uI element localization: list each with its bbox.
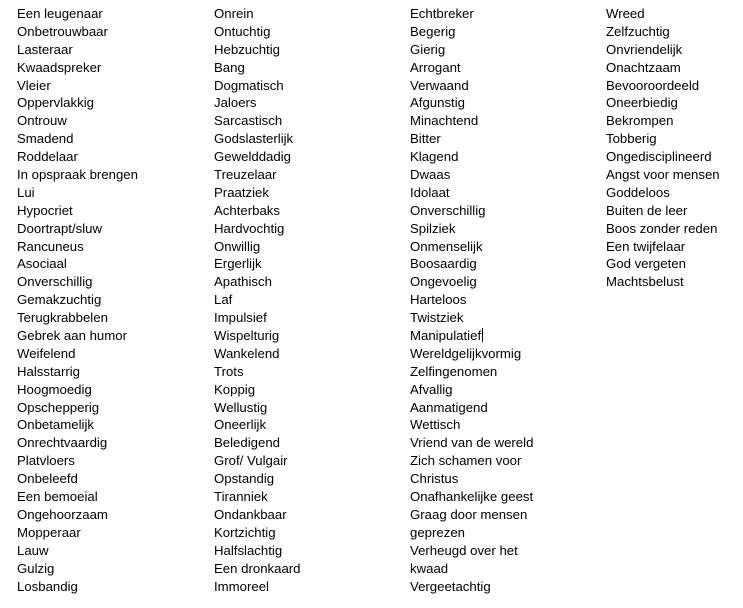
word-item: Mopperaar (17, 524, 81, 540)
word-item: Spilziek (410, 220, 456, 236)
word-item: Verheugd over het (410, 542, 518, 558)
word-item: Zelfzuchtig (606, 23, 670, 39)
word-item: Onbetrouwbaar (17, 23, 108, 39)
word-item: Tobberig (606, 131, 657, 147)
word-item: Trots (214, 363, 244, 379)
word-item: Zich schamen voor (410, 453, 522, 469)
word-item: Jaloers (214, 95, 257, 111)
word-item: Hardvochtig (214, 220, 285, 236)
word-item: geprezen (410, 524, 465, 540)
word-item: Ongevoelig (410, 274, 477, 290)
word-item: Een twijfelaar (606, 238, 686, 254)
word-item: Wellustig (214, 399, 268, 415)
word-item: Onachtzaam (606, 59, 681, 75)
word-item: Bekrompen (606, 113, 674, 129)
word-column-1 (17, 5, 138, 595)
word-item: Goddeloos (606, 184, 670, 200)
word-item: Idolaat (410, 184, 450, 200)
word-item: Twistziek (410, 310, 464, 326)
word-item: Lasteraar (17, 41, 73, 57)
word-item: Achterbaks (214, 202, 280, 218)
word-item: Gebrek aan humor (17, 328, 127, 344)
word-item: Klagend (410, 149, 459, 165)
word-item: Treuzelaar (214, 167, 277, 183)
word-item: Gewelddadig (214, 149, 291, 165)
word-item: Ongehoorzaam (17, 506, 108, 522)
word-item: Immoreel (214, 578, 269, 594)
word-item: Dwaas (410, 167, 451, 183)
word-item: Wispelturig (214, 328, 280, 344)
word-item: Onrechtvaardig (17, 435, 108, 451)
word-item: Begerig (410, 23, 456, 39)
word-item: Praatziek (214, 184, 269, 200)
word-item: Gemakzuchtig (17, 292, 102, 308)
word-item: Onmenselijk (410, 238, 483, 254)
word-item: Oppervlakkig (17, 95, 94, 111)
word-item: Christus (410, 471, 459, 487)
word-item: Ondankbaar (214, 506, 287, 522)
word-item: Ongedisciplineerd (606, 149, 712, 165)
word-item: Kwaadspreker (17, 59, 102, 75)
text-cursor (482, 328, 483, 342)
word-item: Bevooroordeeld (606, 77, 700, 93)
word-item: Ergerlijk (214, 256, 262, 272)
word-item: Weifelend (17, 345, 76, 361)
word-item: Koppig (214, 381, 256, 397)
word-item: Boosaardig (410, 256, 477, 272)
word-item: Onbeleefd (17, 471, 78, 487)
word-item: Harteloos (410, 292, 467, 308)
word-item: Gulzig (17, 560, 55, 576)
word-item: Verwaand (410, 77, 469, 93)
word-item: Echtbreker (410, 6, 474, 21)
word-item: Wreed (606, 6, 645, 21)
word-item: Halfslachtig (214, 542, 283, 558)
word-item: Afvallig (410, 381, 453, 397)
word-item: Hebzuchtig (214, 41, 280, 57)
word-item: Arrogant (410, 59, 461, 75)
word-item: Halsstarrig (17, 363, 81, 379)
word-item: Oneerlijk (214, 417, 267, 433)
word-item: Wettisch (410, 417, 461, 433)
word-item: Angst voor mensen (606, 167, 720, 183)
word-item: Terugkrabbelen (17, 310, 108, 326)
word-item: Opschepperig (17, 399, 100, 415)
word-item: Grof/ Vulgair (214, 453, 288, 469)
word-item: Afgunstig (410, 95, 465, 111)
word-item: Boos zonder reden (606, 220, 718, 236)
word-item: Impulsief (214, 310, 267, 326)
word-item: Kortzichtig (214, 524, 276, 540)
word-item: Ontrouw (17, 113, 67, 129)
word-column-2 (214, 5, 301, 595)
word-item: In opspraak brengen (17, 167, 138, 183)
word-item: Aanmatigend (410, 399, 488, 415)
word-item: Dogmatisch (214, 77, 284, 93)
word-item: Losbandig (17, 578, 78, 594)
word-item: Sarcastisch (214, 113, 283, 129)
word-item: Rancuneus (17, 238, 84, 254)
word-item: Wereldgelijkvormig (410, 345, 522, 361)
word-item: Onbetamelijk (17, 417, 94, 433)
word-item: Godslasterlijk (214, 131, 294, 147)
word-item: Ontuchtig (214, 23, 271, 39)
word-item: Een dronkaard (214, 560, 301, 576)
word-item: kwaad (410, 560, 449, 576)
word-item: Onrein (214, 6, 254, 21)
word-item: God vergeten (606, 256, 686, 272)
word-item: Asociaal (17, 256, 67, 272)
word-item: Vleier (17, 77, 51, 93)
word-item: Een leugenaar (17, 6, 103, 21)
word-item: Vergeetachtig (410, 578, 491, 594)
word-item: Wankelend (214, 345, 280, 361)
word-item: Oneerbiedig (606, 95, 678, 111)
word-item: Zelfingenomen (410, 363, 498, 379)
word-item: Opstandig (214, 471, 275, 487)
word-item: Onvriendelijk (606, 41, 683, 57)
word-item: Bang (214, 59, 245, 75)
word-item: Tiranniek (214, 489, 268, 505)
word-item: Gierig (410, 41, 446, 57)
word-column-4 (606, 5, 720, 291)
word-item: Machtsbelust (606, 274, 684, 290)
word-item: Onverschillig (410, 202, 486, 218)
word-item: Hoogmoedig (17, 381, 92, 397)
word-item: Onverschillig (17, 274, 93, 290)
word-item: Lui (17, 184, 35, 200)
word-item: Roddelaar (17, 149, 78, 165)
word-item: Minachtend (410, 113, 479, 129)
word-item: Vriend van de wereld (410, 435, 534, 451)
word-column-3 (410, 5, 533, 595)
word-item: Manipulatief (410, 328, 482, 344)
word-item: Doortrapt/sluw (17, 220, 103, 236)
word-item: Lauw (17, 542, 49, 558)
word-item: Apathisch (214, 274, 272, 290)
word-item: Platvloers (17, 453, 75, 469)
word-item: Buiten de leer (606, 202, 688, 218)
word-item: Onafhankelijke geest (410, 489, 534, 505)
word-item: Laf (214, 292, 233, 308)
word-item: Beledigend (214, 435, 280, 451)
word-item: Bitter (410, 131, 441, 147)
word-item: Hypocriet (17, 202, 73, 218)
word-item: Graag door mensen (410, 506, 528, 522)
word-item: Onwillig (214, 238, 261, 254)
word-item: Een bemoeial (17, 489, 98, 505)
word-item: Smadend (17, 131, 74, 147)
